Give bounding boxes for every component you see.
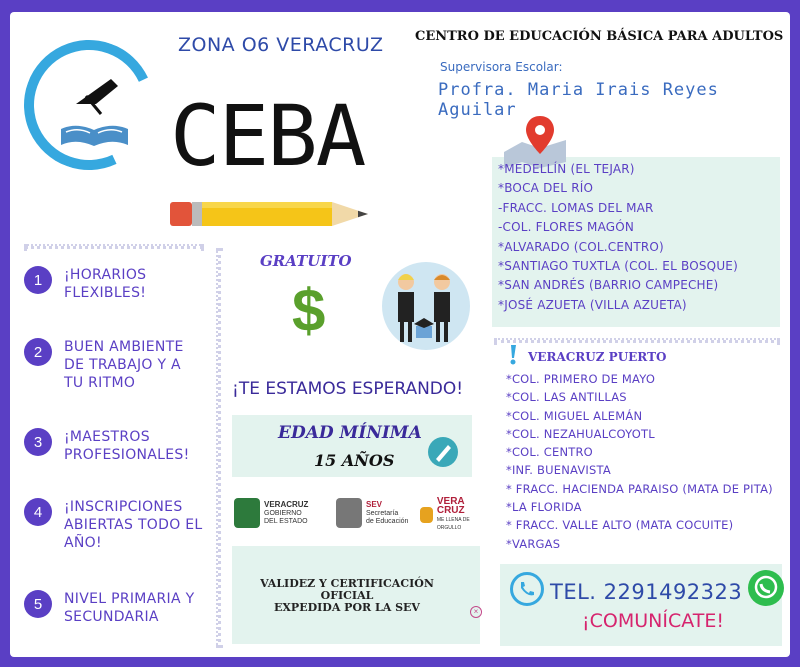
list-item: -FRACC. LOMAS DEL MAR [498,200,654,215]
brand-title: CEBA [170,87,365,185]
dollar-icon: $ [292,277,326,344]
esperando-text: ¡TE ESTAMOS ESPERANDO! [232,379,464,399]
feature-item [24,428,204,464]
validez-line: OFICIAL [320,589,374,602]
gratuito-label: GRATUITO [260,252,352,270]
feature-number: 5 [24,590,52,618]
logo-text: de Educación [366,517,409,525]
logo-text: GOBIERNO [264,509,302,517]
government-logos [224,498,484,538]
list-item: *COL. PRIMERO DE MAYO [506,372,656,386]
pen-icon [428,437,458,467]
feature-number: 1 [24,266,52,294]
whatsapp-icon [748,570,784,606]
list-item: *INF. BUENAVISTA [506,463,611,478]
feature-text: BUEN AMBIENTE DE TRABAJO Y A TU RITMO [64,339,184,391]
veracruz-orgullo-logo [420,498,484,532]
comunicate-text: ¡COMUNÍCATE! [582,610,724,632]
list-item: *SANTIAGO TUXTLA (COL. EL BOSQUE) [498,259,738,274]
list-item: *COL. CENTRO [506,445,593,460]
list-item: *SAN ANDRÉS (BARRIO CAMPECHE) [498,278,719,293]
feature-number: 4 [24,498,52,526]
list-item: * FRACC. VALLE ALTO (MATA COCUITE) [506,518,734,533]
edad-panel [232,415,472,477]
veracruz-emblem-icon [234,498,260,528]
list-item: *VARGAS [506,536,561,551]
list-item: *COL. LAS ANTILLAS [506,390,627,405]
edad-value: 15 AÑOS [314,451,395,470]
book-icon [56,74,136,154]
zona-title: ZONA O6 VERACRUZ [178,34,384,56]
veracruz-gobierno-logo [234,498,308,528]
flower-emblem-icon [420,507,433,523]
validez-line: EXPEDIDA POR LA SEV [274,601,420,614]
supervisora-label: Supervisora Escolar: [440,60,563,74]
sev-emblem-icon [336,498,362,528]
feature-text: ¡HORARIOS FLEXIBLES! [64,267,147,301]
close-icon: × [470,606,482,618]
exclamation-icon [506,345,520,365]
supervisora-name: Profra. Maria Irais Reyes Aguilar [438,80,719,120]
feature-text: ¡MAESTROS PROFESIONALES! [64,429,190,463]
feature-item [24,590,204,626]
list-item: *ALVARADO (COL.CENTRO) [498,239,664,254]
logo-text: VERA [436,496,465,507]
phone-number: TEL. 2291492323 [550,580,743,604]
logo-text: VERACRUZ [264,499,309,509]
centro-title: CENTRO DE EDUCACIÓN BÁSICA PARA ADULTOS [415,29,784,44]
feature-number: 2 [24,338,52,366]
ceba-logo [24,40,164,170]
feature-item [24,338,204,392]
list-item: *JOSÉ AZUETA (VILLA AZUETA) [498,297,687,312]
feature-number: 3 [24,428,52,456]
phone-icon [510,572,544,606]
list-item: * FRACC. HACIENDA PARAISO (MATA DE PITA) [506,481,773,496]
list-item: -COL. FLORES MAGÓN [498,220,635,235]
flyer [10,12,790,657]
puerto-title: VERACRUZ PUERTO [528,350,667,364]
logo-text: Secretaría [366,509,399,517]
feature-item [24,266,204,302]
logo-text: ME LLENA DE ORGULLO [436,517,470,531]
pencil-icon [170,198,382,230]
sev-logo [336,498,408,528]
feature-item [24,498,204,552]
list-item: *LA FLORIDA [506,500,582,515]
divider-right [494,338,780,343]
validez-line: VALIDEZ Y CERTIFICACIÓN [260,577,434,590]
feature-text: ¡INSCRIPCIONES ABIERTAS TODO EL AÑO! [64,499,203,551]
logo-text: CRUZ [436,505,465,516]
list-item: *MEDELLÍN (EL TEJAR) [498,162,635,176]
list-item: *BOCA DEL RÍO [498,181,594,196]
divider-vertical [216,248,221,648]
list-item: *COL. NEZAHUALCOYOTL [506,426,655,441]
validez-text [232,578,462,614]
edad-label: EDAD MÍNIMA [278,423,422,443]
graduates-icon [376,260,472,350]
divider-left-top [24,244,204,249]
locations-list [498,160,738,315]
logo-text: SEV [366,499,383,509]
feature-text: NIVEL PRIMARIA Y SECUNDARIA [64,591,195,625]
validez-panel [232,546,480,644]
contact-panel [500,564,782,646]
logo-text: DEL ESTADO [264,517,308,525]
puerto-list [506,370,773,553]
list-item: *COL. MIGUEL ALEMÁN [506,408,643,423]
